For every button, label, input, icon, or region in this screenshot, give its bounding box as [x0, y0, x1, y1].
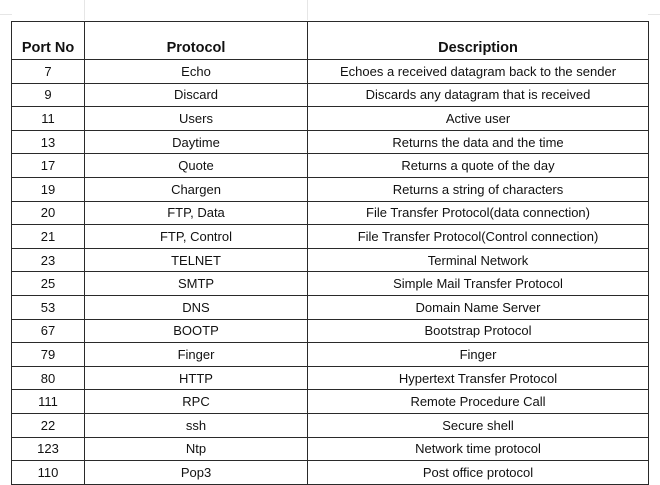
- table-row: [12, 130, 649, 154]
- port-number-cell: 23: [12, 248, 85, 272]
- description-cell: Remote Procedure Call: [308, 390, 649, 414]
- protocol-cell: SMTP: [85, 272, 308, 296]
- description-cell: Domain Name Server: [308, 295, 649, 319]
- description-cell: File Transfer Protocol(data connection): [308, 201, 649, 225]
- table-row: [12, 107, 649, 131]
- port-number-cell: 53: [12, 295, 85, 319]
- port-number-cell: 9: [12, 83, 85, 107]
- port-number-cell: 19: [12, 177, 85, 201]
- port-number-cell: 80: [12, 366, 85, 390]
- description-cell: Active user: [308, 107, 649, 131]
- port-number-cell: 7: [12, 60, 85, 84]
- table-row: [12, 248, 649, 272]
- port-number-cell: 110: [12, 461, 85, 485]
- header-port-no: Port No: [12, 22, 85, 60]
- protocol-cell: Chargen: [85, 177, 308, 201]
- table-row: [12, 272, 649, 296]
- spreadsheet-gridline: [307, 0, 308, 20]
- table-header-row: [12, 22, 649, 60]
- protocol-cell: FTP, Data: [85, 201, 308, 225]
- port-number-cell: 20: [12, 201, 85, 225]
- table-row: [12, 225, 649, 249]
- protocol-cell: BOOTP: [85, 319, 308, 343]
- port-number-cell: 11: [12, 107, 85, 131]
- table-row: [12, 177, 649, 201]
- description-cell: Returns the data and the time: [308, 130, 649, 154]
- description-cell: File Transfer Protocol(Control connection): [308, 225, 649, 249]
- port-number-cell: 79: [12, 343, 85, 367]
- description-cell: Discards any datagram that is received: [308, 83, 649, 107]
- table-row: [12, 461, 649, 485]
- table-row: [12, 319, 649, 343]
- protocol-cell: Ntp: [85, 437, 308, 461]
- protocol-cell: TELNET: [85, 248, 308, 272]
- protocol-cell: Pop3: [85, 461, 308, 485]
- protocol-cell: DNS: [85, 295, 308, 319]
- spreadsheet-gridline: [84, 0, 85, 20]
- table-body: [12, 60, 649, 485]
- protocol-cell: Users: [85, 107, 308, 131]
- table-row: [12, 366, 649, 390]
- table-row: [12, 295, 649, 319]
- protocol-cell: RPC: [85, 390, 308, 414]
- description-cell: Returns a quote of the day: [308, 154, 649, 178]
- protocol-cell: Discard: [85, 83, 308, 107]
- description-cell: Hypertext Transfer Protocol: [308, 366, 649, 390]
- port-number-cell: 123: [12, 437, 85, 461]
- port-number-cell: 13: [12, 130, 85, 154]
- table-row: [12, 343, 649, 367]
- description-cell: Network time protocol: [308, 437, 649, 461]
- spreadsheet-gridline: [648, 14, 660, 15]
- table-row: [12, 154, 649, 178]
- protocol-cell: HTTP: [85, 366, 308, 390]
- protocol-cell: Quote: [85, 154, 308, 178]
- description-cell: Bootstrap Protocol: [308, 319, 649, 343]
- port-number-cell: 22: [12, 413, 85, 437]
- port-number-cell: 17: [12, 154, 85, 178]
- table-row: [12, 390, 649, 414]
- table-row: [12, 201, 649, 225]
- port-number-cell: 21: [12, 225, 85, 249]
- header-description: Description: [308, 22, 649, 60]
- description-cell: Finger: [308, 343, 649, 367]
- table-row: [12, 83, 649, 107]
- protocol-cell: Daytime: [85, 130, 308, 154]
- header-protocol: Protocol: [85, 22, 308, 60]
- table-row: [12, 60, 649, 84]
- port-number-cell: 111: [12, 390, 85, 414]
- description-cell: Terminal Network: [308, 248, 649, 272]
- table-row: [12, 437, 649, 461]
- protocol-cell: ssh: [85, 413, 308, 437]
- port-number-cell: 25: [12, 272, 85, 296]
- protocol-cell: Echo: [85, 60, 308, 84]
- protocol-cell: Finger: [85, 343, 308, 367]
- protocol-cell: FTP, Control: [85, 225, 308, 249]
- description-cell: Secure shell: [308, 413, 649, 437]
- description-cell: Echoes a received datagram back to the sender: [308, 60, 649, 84]
- table-row: [12, 413, 649, 437]
- description-cell: Returns a string of characters: [308, 177, 649, 201]
- description-cell: Simple Mail Transfer Protocol: [308, 272, 649, 296]
- port-protocol-table: [11, 21, 649, 485]
- port-number-cell: 67: [12, 319, 85, 343]
- description-cell: Post office protocol: [308, 461, 649, 485]
- spreadsheet-gridline: [0, 14, 12, 15]
